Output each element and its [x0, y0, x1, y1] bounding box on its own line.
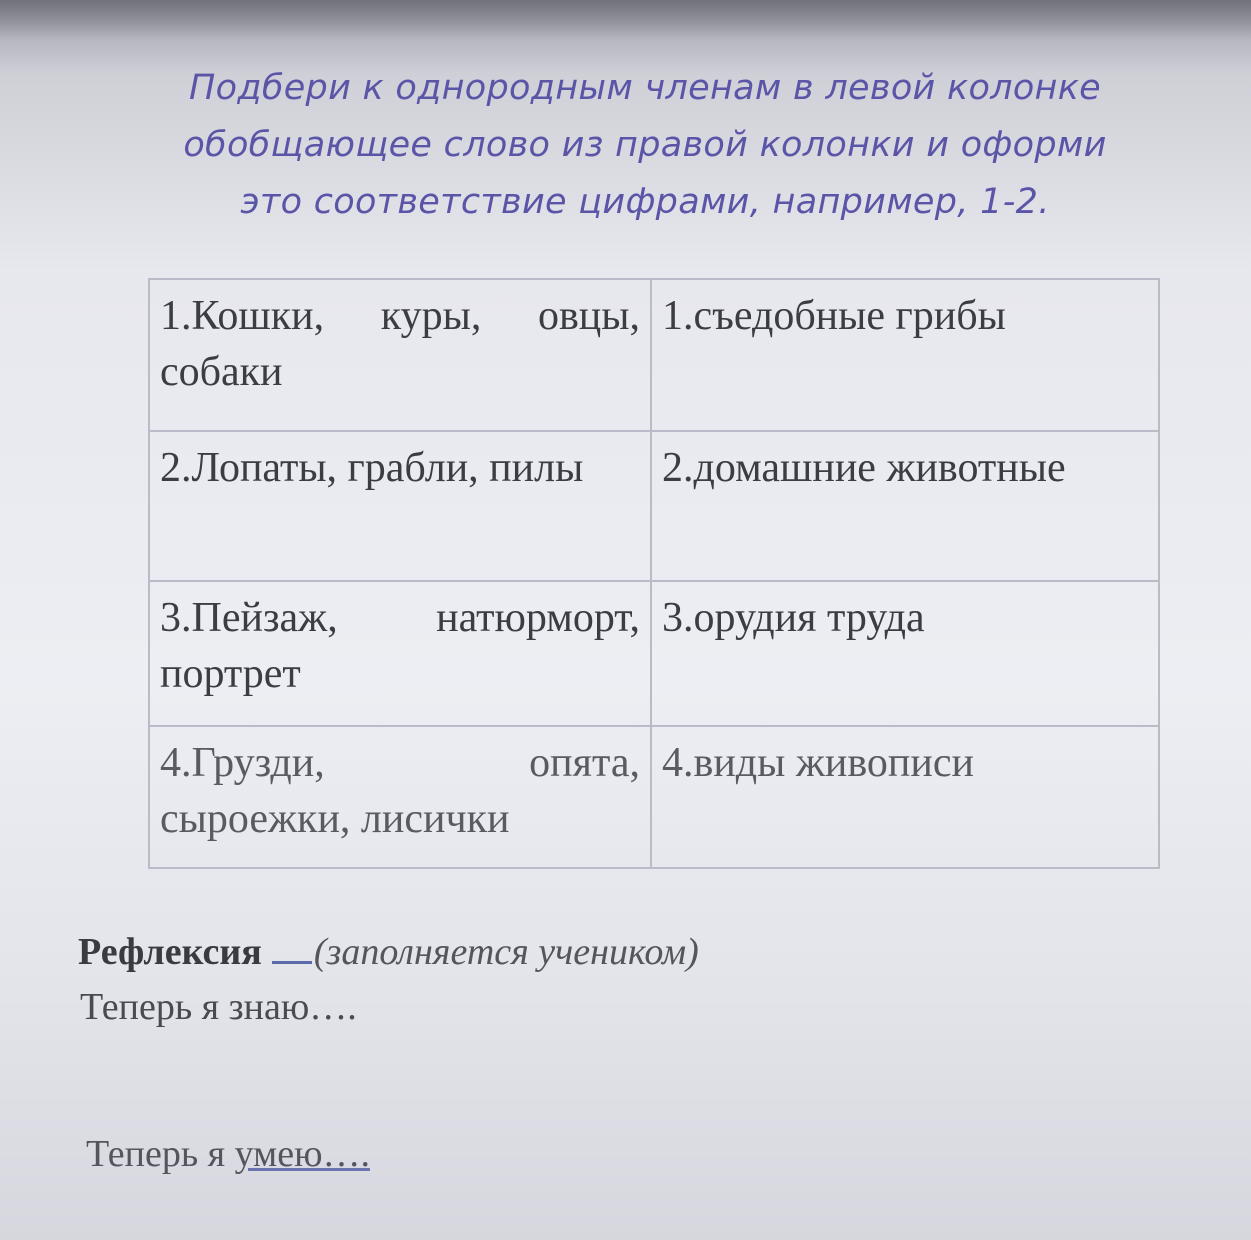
- right-cell: 3.орудия труда: [651, 581, 1159, 726]
- reflection-note: (заполняется учеником): [313, 931, 699, 973]
- left-cell: 4.Грузди, опята, сыроежки, лисички: [149, 726, 651, 868]
- table-row: [149, 726, 1159, 868]
- table-row: [149, 581, 1159, 726]
- right-cell: 1.съедобные грибы: [651, 279, 1159, 431]
- blank-underline: [272, 933, 312, 964]
- task-instruction: [130, 60, 1160, 231]
- instruction-line-3: это соответствие цифрами, например, 1-2.: [240, 182, 1050, 222]
- reflection-heading: [78, 930, 1178, 974]
- instruction-line-1: Подбери к однородным членам в левой колонке: [189, 68, 1101, 108]
- top-shadow: [0, 0, 1251, 40]
- matching-table: [148, 278, 1160, 869]
- now-i-can-prefix: Теперь я: [86, 1133, 235, 1175]
- right-cell: 4.виды живописи: [651, 726, 1159, 868]
- now-i-know-line: Теперь я знаю….: [80, 986, 357, 1028]
- now-i-can-underlined: умею….: [234, 1133, 370, 1175]
- instruction-line-2: обобщающее слово из правой колонки и оформи: [183, 125, 1107, 165]
- table-row: [149, 279, 1159, 431]
- left-cell: 2.Лопаты, грабли, пилы: [149, 431, 651, 581]
- right-cell: 2.домашние животные: [651, 431, 1159, 581]
- now-i-can-line: [86, 1132, 370, 1176]
- left-cell: 3.Пейзаж, натюрморт, портрет: [149, 581, 651, 726]
- reflection-title: Рефлексия: [78, 931, 262, 973]
- table-row: [149, 431, 1159, 581]
- left-cell: 1.Кошки, куры, овцы, собаки: [149, 279, 651, 431]
